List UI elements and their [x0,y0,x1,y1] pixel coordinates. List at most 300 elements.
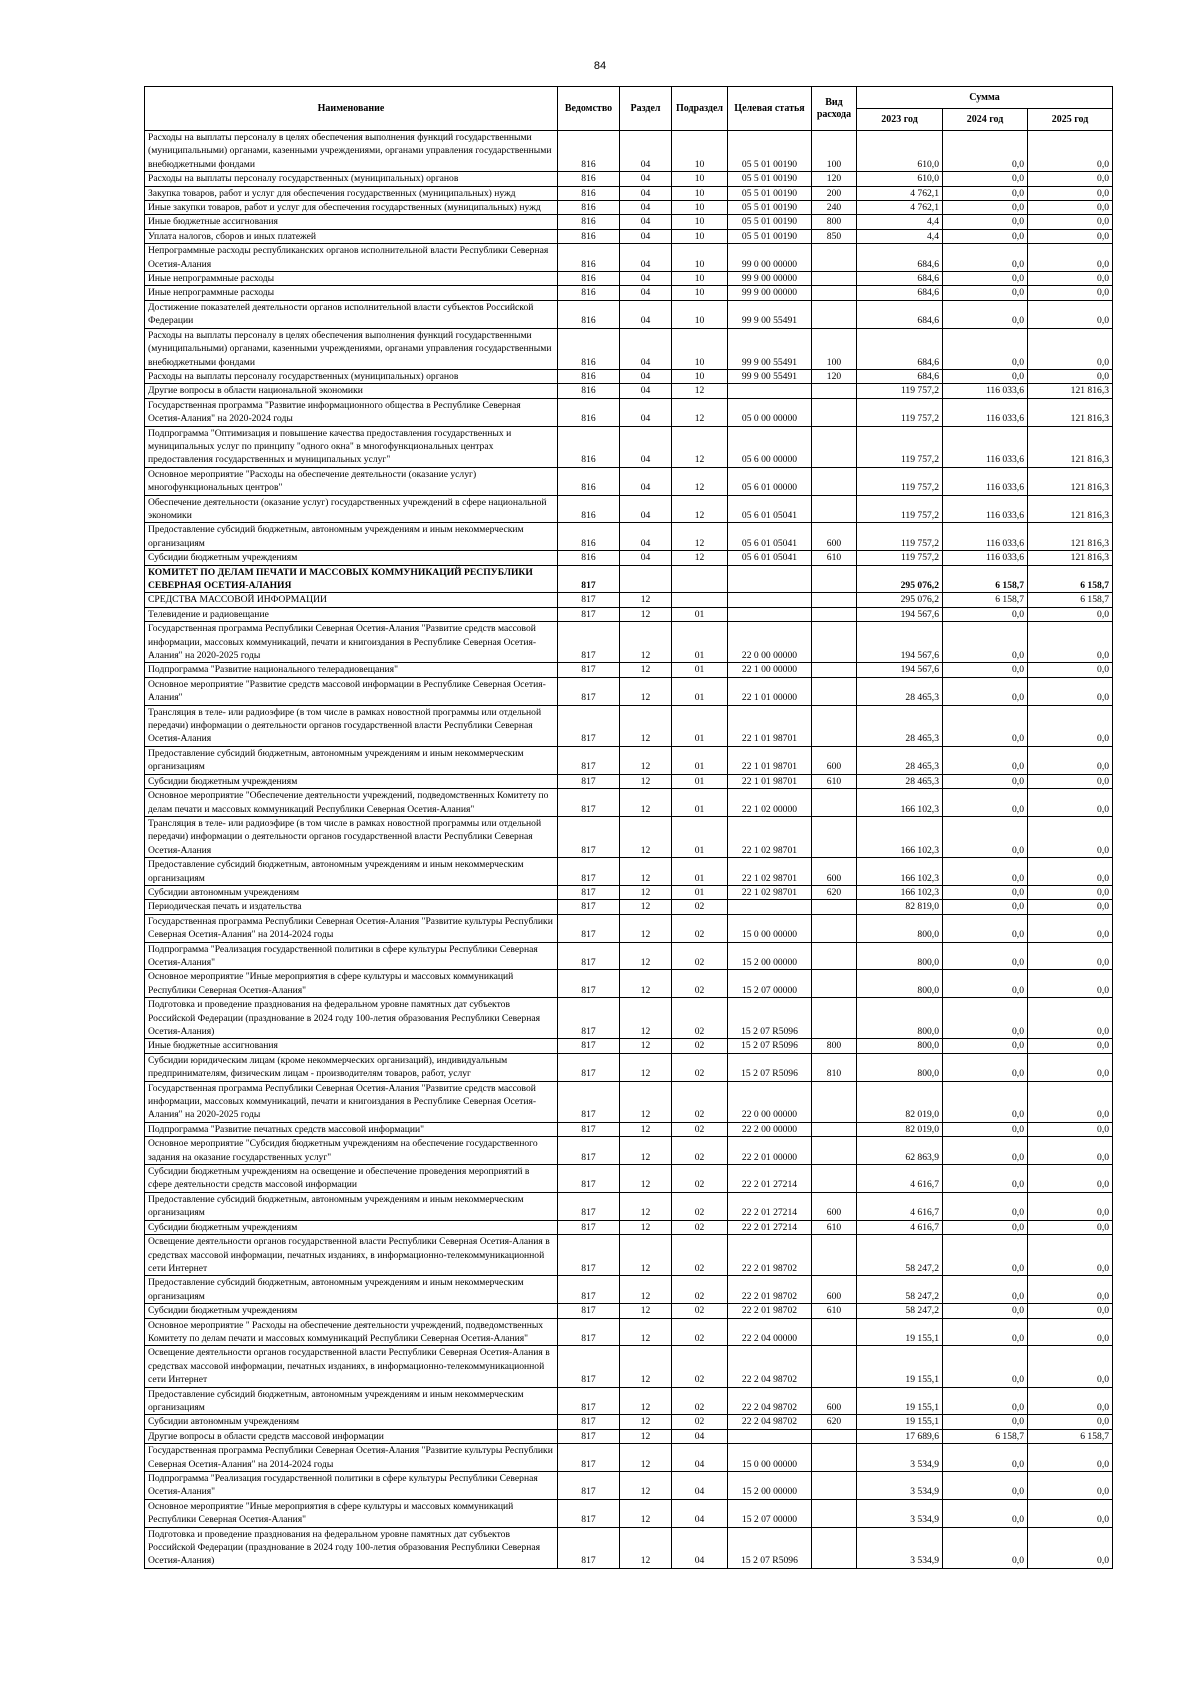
cell-2023: 800,0 [857,942,943,970]
cell-2024: 0,0 [943,1304,1028,1318]
table-row [145,622,1113,663]
cell-celevaya-statya: 99 9 00 00000 [728,286,812,300]
cell-2024: 116 033,6 [943,495,1028,523]
table-row [145,998,1113,1039]
table-row [145,942,1113,970]
cell-2024: 116 033,6 [943,467,1028,495]
cell-2023: 62 863,9 [857,1137,943,1165]
cell-podrazdel: 04 [672,1472,728,1500]
cell-podrazdel: 02 [672,1122,728,1136]
cell-2025: 0,0 [1028,663,1113,677]
cell-celevaya-statya: 22 2 01 27214 [728,1192,812,1220]
cell-2024: 0,0 [943,369,1028,383]
table-row [145,1444,1113,1472]
cell-2025: 0,0 [1028,816,1113,857]
cell-razdel: 04 [620,215,672,229]
cell-vedomstvo: 816 [558,215,620,229]
cell-podrazdel: 02 [672,970,728,998]
cell-vedomstvo: 817 [558,998,620,1039]
cell-name: Субсидии бюджетным учреждениям [145,1220,558,1234]
cell-2024: 0,0 [943,272,1028,286]
cell-2024: 0,0 [943,663,1028,677]
cell-podrazdel: 12 [672,467,728,495]
cell-vid-raskhoda [812,914,857,942]
cell-podrazdel: 12 [672,523,728,551]
cell-name: Предоставление субсидий бюджетным, автономным учреждениям и иным некоммерческим организациям [145,1387,558,1415]
cell-2024: 0,0 [943,774,1028,788]
cell-razdel: 04 [620,398,672,426]
cell-2025: 0,0 [1028,677,1113,705]
cell-vedomstvo: 817 [558,1472,620,1500]
cell-vedomstvo: 817 [558,1039,620,1053]
table-row [145,172,1113,186]
cell-celevaya-statya: 22 1 01 00000 [728,677,812,705]
cell-podrazdel: 10 [672,300,728,328]
cell-vedomstvo: 817 [558,622,620,663]
cell-name: Субсидии бюджетным учреждениям на освещение и обеспечение проведения мероприятий в сфере деятельности средств массовой информации [145,1165,558,1193]
cell-name: Расходы на выплаты персоналу государственных (муниципальных) органов [145,172,558,186]
cell-razdel: 12 [620,1499,672,1527]
header-vedomstvo: Ведомство [558,87,620,131]
cell-vedomstvo: 817 [558,1053,620,1081]
cell-vedomstvo: 816 [558,186,620,200]
cell-2023: 58 247,2 [857,1276,943,1304]
cell-celevaya-statya [728,607,812,621]
cell-podrazdel: 10 [672,244,728,272]
cell-celevaya-statya: 22 1 02 00000 [728,789,812,817]
cell-celevaya-statya: 05 0 00 00000 [728,398,812,426]
cell-2025: 0,0 [1028,942,1113,970]
cell-2025: 0,0 [1028,1276,1113,1304]
cell-celevaya-statya: 05 5 01 00190 [728,131,812,172]
cell-name: Иные непрограммные расходы [145,272,558,286]
cell-podrazdel: 02 [672,998,728,1039]
cell-vid-raskhoda: 600 [812,1276,857,1304]
cell-celevaya-statya: 99 9 00 55491 [728,300,812,328]
table-row [145,1415,1113,1429]
cell-podrazdel: 02 [672,1053,728,1081]
cell-name: Предоставление субсидий бюджетным, автономным учреждениям и иным некоммерческим организациям [145,746,558,774]
cell-2023: 4 616,7 [857,1165,943,1193]
cell-2025: 121 816,3 [1028,398,1113,426]
cell-name: Обеспечение деятельности (оказание услуг) государственных учреждений в сфере национальной экономики [145,495,558,523]
table-row [145,816,1113,857]
table-row [145,705,1113,746]
table-row [145,426,1113,467]
cell-2023: 800,0 [857,998,943,1039]
cell-2024: 0,0 [943,622,1028,663]
cell-vid-raskhoda: 800 [812,1039,857,1053]
cell-vid-raskhoda [812,286,857,300]
table-row [145,286,1113,300]
cell-razdel: 12 [620,1318,672,1346]
cell-2024: 0,0 [943,201,1028,215]
cell-podrazdel: 02 [672,1137,728,1165]
cell-celevaya-statya: 22 2 01 98702 [728,1304,812,1318]
cell-2024: 116 033,6 [943,523,1028,551]
table-row [145,1499,1113,1527]
cell-celevaya-statya: 15 2 00 00000 [728,1472,812,1500]
cell-vid-raskhoda: 120 [812,172,857,186]
cell-name: Основное мероприятие "Иные мероприятия в сфере культуры и массовых коммуникаций Республики Северная Осетия-Алания" [145,970,558,998]
cell-celevaya-statya: 22 1 00 00000 [728,663,812,677]
cell-vid-raskhoda: 600 [812,1387,857,1415]
cell-vid-raskhoda: 620 [812,1415,857,1429]
cell-name: Предоставление субсидий бюджетным, автономным учреждениям и иным некоммерческим организациям [145,523,558,551]
table-row [145,1192,1113,1220]
cell-celevaya-statya: 22 1 02 98701 [728,858,812,886]
cell-vedomstvo: 817 [558,607,620,621]
cell-razdel: 12 [620,1429,672,1443]
cell-razdel: 04 [620,328,672,369]
cell-2025: 0,0 [1028,369,1113,383]
cell-celevaya-statya: 99 9 00 55491 [728,369,812,383]
cell-name: Расходы на выплаты персоналу государственных (муниципальных) органов [145,369,558,383]
cell-2025: 0,0 [1028,1318,1113,1346]
cell-vedomstvo: 817 [558,970,620,998]
cell-celevaya-statya: 05 5 01 00190 [728,172,812,186]
cell-razdel: 04 [620,201,672,215]
table-row [145,1220,1113,1234]
cell-2023: 119 757,2 [857,426,943,467]
cell-name: Иные бюджетные ассигнования [145,1039,558,1053]
cell-razdel: 12 [620,789,672,817]
cell-2023: 119 757,2 [857,467,943,495]
cell-2025: 0,0 [1028,1415,1113,1429]
table-row [145,201,1113,215]
cell-name: Достижение показателей деятельности органов исполнительной власти субъектов Российской Федерации [145,300,558,328]
cell-2024: 6 158,7 [943,1429,1028,1443]
cell-celevaya-statya: 15 2 07 R5096 [728,1039,812,1053]
cell-2024: 0,0 [943,1220,1028,1234]
cell-name: Субсидии бюджетным учреждениям [145,1304,558,1318]
cell-podrazdel: 02 [672,1387,728,1415]
cell-name: Основное мероприятие "Расходы на обеспечение деятельности (оказание услуг) многофункциональных центров" [145,467,558,495]
cell-name: Другие вопросы в области национальной экономики [145,384,558,398]
cell-podrazdel: 04 [672,1429,728,1443]
cell-podrazdel: 04 [672,1527,728,1568]
cell-razdel: 12 [620,885,672,899]
cell-celevaya-statya: 22 2 00 00000 [728,1122,812,1136]
cell-2024: 116 033,6 [943,384,1028,398]
cell-2024: 0,0 [943,1415,1028,1429]
cell-podrazdel: 10 [672,172,728,186]
cell-podrazdel: 10 [672,201,728,215]
cell-vedomstvo: 817 [558,565,620,593]
cell-name: Освещение деятельности органов государственной власти Республики Северная Осетия-Алания в средствах массовой информации, печатных изданиях, в информационно-телекоммуникационной сети Интернет [145,1346,558,1387]
table-row [145,1387,1113,1415]
table-row [145,746,1113,774]
cell-2024: 0,0 [943,970,1028,998]
cell-2023: 610,0 [857,172,943,186]
cell-vid-raskhoda [812,565,857,593]
cell-razdel: 04 [620,369,672,383]
cell-2023: 800,0 [857,914,943,942]
cell-podrazdel: 01 [672,705,728,746]
cell-vid-raskhoda [812,467,857,495]
cell-2023: 119 757,2 [857,384,943,398]
cell-2025: 121 816,3 [1028,426,1113,467]
cell-2024: 0,0 [943,1122,1028,1136]
table-row [145,495,1113,523]
cell-podrazdel: 02 [672,1039,728,1053]
cell-vedomstvo: 817 [558,663,620,677]
cell-vid-raskhoda: 610 [812,774,857,788]
cell-vid-raskhoda: 100 [812,131,857,172]
cell-razdel: 12 [620,746,672,774]
cell-vid-raskhoda: 610 [812,551,857,565]
cell-vid-raskhoda [812,495,857,523]
table-body [145,131,1113,1569]
cell-celevaya-statya: 99 9 00 55491 [728,328,812,369]
cell-vedomstvo: 817 [558,746,620,774]
cell-name: Подпрограмма "Развитие национального телерадиовещания" [145,663,558,677]
cell-2025: 0,0 [1028,789,1113,817]
cell-2025: 0,0 [1028,1165,1113,1193]
cell-celevaya-statya: 22 0 00 00000 [728,622,812,663]
cell-2024: 0,0 [943,1137,1028,1165]
table-row [145,244,1113,272]
cell-name: Трансляция в теле- или радиоэфире (в том числе в рамках новостной программы или отдельной передачи) информации о деятельности органов государственной власти Республики Северная Осетия-Алания [145,705,558,746]
cell-razdel: 12 [620,1081,672,1122]
cell-celevaya-statya: 22 2 04 98702 [728,1387,812,1415]
cell-2023: 82 019,0 [857,1122,943,1136]
cell-vedomstvo: 817 [558,774,620,788]
cell-2023: 4,4 [857,215,943,229]
cell-name: Расходы на выплаты персоналу в целях обеспечения выполнения функций государственными (муниципальными) органами, казенными учреждениями, органами управления государственными внебюджетными фондами [145,328,558,369]
table-row [145,774,1113,788]
cell-2024: 0,0 [943,1444,1028,1472]
cell-vedomstvo: 817 [558,1499,620,1527]
cell-vedomstvo: 817 [558,1415,620,1429]
cell-2025: 0,0 [1028,998,1113,1039]
cell-2023: 4 762,1 [857,186,943,200]
cell-vedomstvo: 817 [558,1304,620,1318]
cell-2024: 116 033,6 [943,426,1028,467]
cell-vid-raskhoda [812,1318,857,1346]
cell-celevaya-statya: 15 2 00 00000 [728,942,812,970]
cell-podrazdel: 10 [672,272,728,286]
cell-vid-raskhoda [812,398,857,426]
cell-2024: 0,0 [943,816,1028,857]
cell-vid-raskhoda [812,384,857,398]
table-row [145,593,1113,607]
cell-podrazdel: 12 [672,426,728,467]
cell-name: Основное мероприятие " Расходы на обеспечение деятельности учреждений, подведомственных Комитету по делам печати и массовых коммуникаций Республики Северная Осетия-Алания" [145,1318,558,1346]
cell-razdel: 12 [620,1122,672,1136]
cell-vedomstvo: 817 [558,1318,620,1346]
cell-2023: 194 567,6 [857,663,943,677]
cell-podrazdel: 10 [672,286,728,300]
cell-razdel: 12 [620,1039,672,1053]
cell-2023: 800,0 [857,1039,943,1053]
cell-vedomstvo: 817 [558,900,620,914]
cell-vid-raskhoda: 100 [812,328,857,369]
table-row [145,1235,1113,1276]
table-row [145,523,1113,551]
table-row [145,186,1113,200]
cell-2024: 0,0 [943,885,1028,899]
cell-2023: 800,0 [857,970,943,998]
cell-2025: 0,0 [1028,244,1113,272]
cell-name: Подпрограмма "Реализация государственной политики в сфере культуры Республики Северная Осетия-Алания" [145,942,558,970]
table-row [145,885,1113,899]
table-row [145,565,1113,593]
cell-2023: 684,6 [857,244,943,272]
cell-2024: 0,0 [943,1235,1028,1276]
cell-razdel: 12 [620,942,672,970]
cell-2024: 0,0 [943,300,1028,328]
cell-vedomstvo: 816 [558,328,620,369]
cell-2025: 0,0 [1028,705,1113,746]
cell-2023: 19 155,1 [857,1387,943,1415]
table-row [145,858,1113,886]
cell-2023: 684,6 [857,369,943,383]
table-row [145,607,1113,621]
cell-razdel: 12 [620,914,672,942]
cell-2023: 17 689,6 [857,1429,943,1443]
cell-podrazdel: 02 [672,1318,728,1346]
cell-razdel: 12 [620,1276,672,1304]
cell-vedomstvo: 816 [558,426,620,467]
cell-celevaya-statya: 22 2 01 27214 [728,1220,812,1234]
cell-vid-raskhoda: 600 [812,1192,857,1220]
cell-name: Основное мероприятие "Обеспечение деятельности учреждений, подведомственных Комитету по делам печати и массовых коммуникаций Республики Северная Осетия-Алания" [145,789,558,817]
cell-name: Подготовка и проведение празднования на федеральном уровне памятных дат субъектов Российской Федерации (празднование в 2024 году 100-летия образования Республики Северная Осетия-Алания) [145,998,558,1039]
cell-razdel: 12 [620,998,672,1039]
cell-vid-raskhoda [812,900,857,914]
cell-vid-raskhoda [812,1235,857,1276]
cell-vedomstvo: 817 [558,1081,620,1122]
cell-2024: 0,0 [943,677,1028,705]
cell-vedomstvo: 817 [558,789,620,817]
cell-podrazdel: 04 [672,1499,728,1527]
cell-podrazdel: 01 [672,663,728,677]
cell-2023: 295 076,2 [857,593,943,607]
cell-vid-raskhoda [812,970,857,998]
cell-podrazdel: 02 [672,1415,728,1429]
cell-2025: 0,0 [1028,328,1113,369]
cell-vid-raskhoda [812,426,857,467]
header-2023: 2023 год [857,109,943,131]
cell-podrazdel: 01 [672,774,728,788]
cell-2023: 166 102,3 [857,858,943,886]
cell-name: Основное мероприятие "Иные мероприятия в сфере культуры и массовых коммуникаций Республики Северная Осетия-Алания" [145,1499,558,1527]
cell-podrazdel [672,593,728,607]
cell-2023: 119 757,2 [857,523,943,551]
cell-name: Закупка товаров, работ и услуг для обеспечения государственных (муниципальных) нужд [145,186,558,200]
cell-2024: 0,0 [943,914,1028,942]
cell-vedomstvo: 817 [558,1220,620,1234]
table-row [145,131,1113,172]
cell-vid-raskhoda [812,1429,857,1443]
cell-vedomstvo: 817 [558,914,620,942]
table-row [145,1137,1113,1165]
cell-name: Субсидии автономным учреждениям [145,1415,558,1429]
cell-razdel: 12 [620,663,672,677]
cell-2023: 19 155,1 [857,1318,943,1346]
cell-celevaya-statya [728,900,812,914]
cell-podrazdel: 01 [672,885,728,899]
cell-2024: 0,0 [943,1165,1028,1193]
cell-2025: 0,0 [1028,1122,1113,1136]
cell-celevaya-statya: 05 6 01 05041 [728,551,812,565]
header-name: Наименование [145,87,558,131]
cell-name: Подпрограмма "Реализация государственной политики в сфере культуры Республики Северная Осетия-Алания" [145,1472,558,1500]
header-2024: 2024 год [943,109,1028,131]
cell-vedomstvo: 817 [558,858,620,886]
cell-2024: 0,0 [943,328,1028,369]
cell-vid-raskhoda: 600 [812,858,857,886]
table-row [145,384,1113,398]
cell-2023: 58 247,2 [857,1235,943,1276]
cell-vid-raskhoda: 610 [812,1304,857,1318]
cell-2025: 0,0 [1028,914,1113,942]
cell-2023: 684,6 [857,300,943,328]
cell-name: Государственная программа Республики Северная Осетия-Алания "Развитие культуры Республики Северная Осетия-Алания" на 2014-2024 годы [145,914,558,942]
cell-vedomstvo: 816 [558,229,620,243]
cell-podrazdel: 10 [672,369,728,383]
cell-vid-raskhoda [812,705,857,746]
cell-celevaya-statya: 22 1 01 98701 [728,774,812,788]
cell-2025: 0,0 [1028,774,1113,788]
cell-2025: 0,0 [1028,201,1113,215]
cell-2023: 4 616,7 [857,1220,943,1234]
cell-2023: 4 616,7 [857,1192,943,1220]
cell-2025: 121 816,3 [1028,467,1113,495]
cell-2025: 0,0 [1028,286,1113,300]
cell-podrazdel: 01 [672,816,728,857]
cell-vid-raskhoda: 240 [812,201,857,215]
cell-podrazdel: 01 [672,858,728,886]
cell-2024: 0,0 [943,172,1028,186]
table-row [145,789,1113,817]
cell-2025: 0,0 [1028,1137,1113,1165]
cell-2023: 684,6 [857,328,943,369]
cell-name: Периодическая печать и издательства [145,900,558,914]
cell-2025: 0,0 [1028,131,1113,172]
cell-name: Подпрограмма "Оптимизация и повышение качества предоставления государственных и муниципальных услуг по принципу "одного окна" в многофункциональных центрах предоставления государственных и муниципальных услуг" [145,426,558,467]
cell-2024: 0,0 [943,858,1028,886]
cell-celevaya-statya: 22 1 01 98701 [728,746,812,774]
cell-vid-raskhoda [812,942,857,970]
table-row [145,1039,1113,1053]
cell-podrazdel: 02 [672,1165,728,1193]
cell-name: Государственная программа Республики Северная Осетия-Алания "Развитие средств массовой информации, массовых коммуникаций, печати и книгоиздания в Республике Северная Осетия-Алания" на 2020-2025 годы [145,622,558,663]
cell-name: Иные бюджетные ассигнования [145,215,558,229]
cell-2023: 82 819,0 [857,900,943,914]
budget-table [144,86,1113,1569]
cell-celevaya-statya: 22 1 02 98701 [728,885,812,899]
cell-2024: 0,0 [943,1472,1028,1500]
cell-2023: 82 019,0 [857,1081,943,1122]
cell-celevaya-statya: 05 5 01 00190 [728,229,812,243]
cell-celevaya-statya: 99 9 00 00000 [728,272,812,286]
cell-vedomstvo: 816 [558,286,620,300]
cell-celevaya-statya: 22 2 01 98702 [728,1276,812,1304]
cell-name: Подготовка и проведение празднования на федеральном уровне памятных дат субъектов Российской Федерации (празднование в 2024 году 100-летия образования Республики Северная Осетия-Алания) [145,1527,558,1568]
cell-celevaya-statya: 99 0 00 00000 [728,244,812,272]
cell-vedomstvo: 817 [558,705,620,746]
cell-2025: 121 816,3 [1028,495,1113,523]
cell-celevaya-statya: 05 5 01 00190 [728,186,812,200]
cell-2024: 0,0 [943,746,1028,774]
cell-vid-raskhoda: 810 [812,1053,857,1081]
cell-razdel: 12 [620,1165,672,1193]
cell-vedomstvo: 817 [558,1276,620,1304]
table-row [145,1053,1113,1081]
cell-podrazdel [672,565,728,593]
